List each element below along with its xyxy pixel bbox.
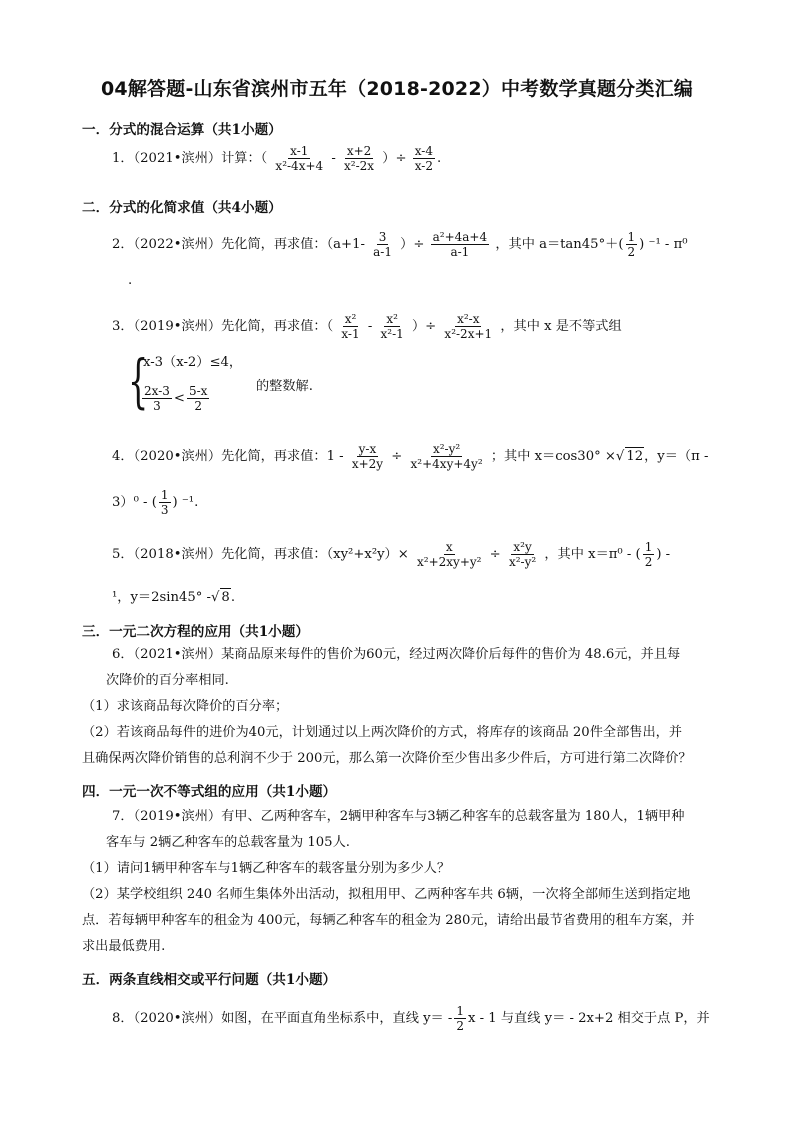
fraction: $\frac{y-x}{x+2y}$ bbox=[351, 442, 384, 471]
inequality-2: $\frac{2x-3}{3}$ < $\frac{5-x}{2}$ bbox=[144, 384, 208, 413]
question-8: 8．（2020•滨州）如图，在平面直角坐标系中，直线 y＝ - $\frac{1}{2}$ x - 1 与直线 y＝ - 2x+2 相交于点 P，并 bbox=[112, 1004, 710, 1033]
question-5: 5．（2018•滨州）先化简，再求值：（xy²+x²y）× $\frac{x}{\text{x²+2xy+y²}}$ ÷ $\frac{\text{x²y}}{\text{x²-y²}}$ ，其中 x＝π⁰ - ( $\frac{1}{2}$ ) - bbox=[112, 540, 671, 569]
question-7-part2-line1: （2）某学校组织 240 名师生集体外出活动，拟租用甲、乙两种客车共 6辆，一次将全部师生送到指定地 bbox=[82, 887, 691, 902]
question-6-part2-line2: 且确保两次降价销售的总利润不少于 200元，那么第一次降价至少售出多少件后，方可进行第二次降价？ bbox=[82, 751, 692, 766]
inequality-1: x-3（x-2）≤4， bbox=[143, 355, 243, 370]
question-6-part1: （1）求该商品每次降价的百分率； bbox=[82, 699, 289, 714]
fraction: $\frac{2x-3}{3}$ bbox=[144, 384, 170, 413]
section-heading-4: 四．一元一次不等式组的应用（共1小题） bbox=[82, 784, 337, 800]
question-7-part2-line3: 求出最低费用. bbox=[82, 939, 166, 954]
question-5-line2: ¹，y＝2sin45° -√ 8. bbox=[112, 590, 236, 605]
question-6-line1: 6．（2021•滨州）某商品原来每件的售价为60元，经过两次降价后每件的售价为 48.6元，并且每 bbox=[112, 647, 681, 662]
question-1: 1．（2021•滨州）计算：（ $\frac{x-1}{\text{x²-4x+4}}$ - $\frac{x+2}{\text{x²-2x}}$ ）÷ $\frac{x-4}{x-2}$ . bbox=[112, 144, 442, 173]
fraction: $\frac{1}{2}$ bbox=[627, 230, 636, 259]
question-3-tail: 的整数解. bbox=[256, 379, 313, 394]
question-7-line1: 7．（2019•滨州）有甲、乙两种客车，2辆甲种客车与3辆乙种客车的总载客量为 180人，1辆甲种 bbox=[112, 809, 685, 824]
section-heading-2: 二．分式的化简求值（共4小题） bbox=[82, 200, 282, 216]
page-title: 04解答题-山东省滨州市五年（2018-2022）中考数学真题分类汇编 bbox=[101, 78, 693, 100]
fraction: $\frac{\text{x²-y²}}{\text{x²+4xy+4y²}}$ bbox=[410, 442, 483, 471]
question-7-line2: 客车与 2辆乙种客车的总载客量为 105人. bbox=[106, 835, 350, 850]
section-heading-1: 一．分式的混合运算（共1小题） bbox=[82, 122, 282, 138]
question-7-part2-line2: 点．若每辆甲种客车的租金为 400元，每辆乙种客车的租金为 280元，请给出最节省费用的租车方案，并 bbox=[82, 913, 695, 928]
section-heading-5: 五．两条直线相交或平行问题（共1小题） bbox=[82, 972, 337, 988]
fraction: $\frac{x-1}{\text{x²-4x+4}}$ bbox=[275, 144, 324, 173]
question-3: 3．（2019•滨州）先化简，再求值：（ $\frac{\text{x²}}{x-1}$ - $\frac{\text{x²}}{\text{x²-1}}$ ）÷ $\frac{\text{x²-x}}{\text{x²-2x+1}}$ ，其中 x 是不等式组 bbox=[112, 312, 622, 341]
fraction: $\frac{\text{x²-x}}{\text{x²-2x+1}}$ bbox=[444, 312, 493, 341]
fraction: $\frac{1}{3}$ bbox=[160, 488, 169, 517]
question-7-part1: （1）请问1辆甲种客车与1辆乙种客车的载客量分别为多少人？ bbox=[82, 861, 451, 876]
fraction: $\frac{1}{2}$ bbox=[456, 1004, 464, 1033]
fraction: $\frac{\text{a²+4a+4}}{a-1}$ bbox=[432, 230, 488, 259]
question-6-part2-line1: （2）若该商品每件的进价为40元，计划通过以上两次降价的方式，将库存的该商品 20件全部售出，并 bbox=[82, 725, 683, 740]
fraction: $\frac{5-x}{2}$ bbox=[188, 384, 208, 413]
question-2-period: . bbox=[128, 273, 133, 288]
question-4: 4．（2020•滨州）先化简，再求值：1 - $\frac{y-x}{x+2y}$ ÷ $\frac{\text{x²-y²}}{\text{x²+4xy+4y²}}$ ；其中 x＝cos30° ×√ 12，y＝（π - bbox=[112, 442, 709, 471]
fraction: $\frac{3}{a-1}$ bbox=[373, 230, 392, 259]
fraction: $\frac{x+2}{\text{x²-2x}}$ bbox=[344, 144, 375, 173]
question-6-line2: 次降价的百分率相同. bbox=[106, 673, 229, 688]
fraction: $\frac{1}{2}$ bbox=[644, 540, 653, 569]
fraction: $\frac{\text{x²}}{x-1}$ bbox=[341, 312, 360, 341]
question-2: 2．（2022•滨州）先化简，再求值：（a+1- $\frac{3}{a-1}$ ）÷ $\frac{\text{a²+4a+4}}{a-1}$ ，其中 a＝tan45°＋( $\frac{1}{2}$ ) ⁻¹ - π⁰ bbox=[112, 230, 688, 259]
question-4-line2: 3）⁰ - ( $\frac{1}{3}$ ) ⁻¹. bbox=[112, 488, 199, 517]
fraction: $\frac{x-4}{x-2}$ bbox=[414, 144, 433, 173]
fraction: $\frac{\text{x²}}{\text{x²-1}}$ bbox=[380, 312, 404, 341]
fraction: $\frac{x}{\text{x²+2xy+y²}}$ bbox=[417, 540, 482, 569]
system-brace: { bbox=[128, 347, 149, 415]
fraction: $\frac{\text{x²y}}{\text{x²-y²}}$ bbox=[508, 540, 537, 569]
section-heading-3: 三．一元二次方程的应用（共1小题） bbox=[82, 624, 309, 640]
